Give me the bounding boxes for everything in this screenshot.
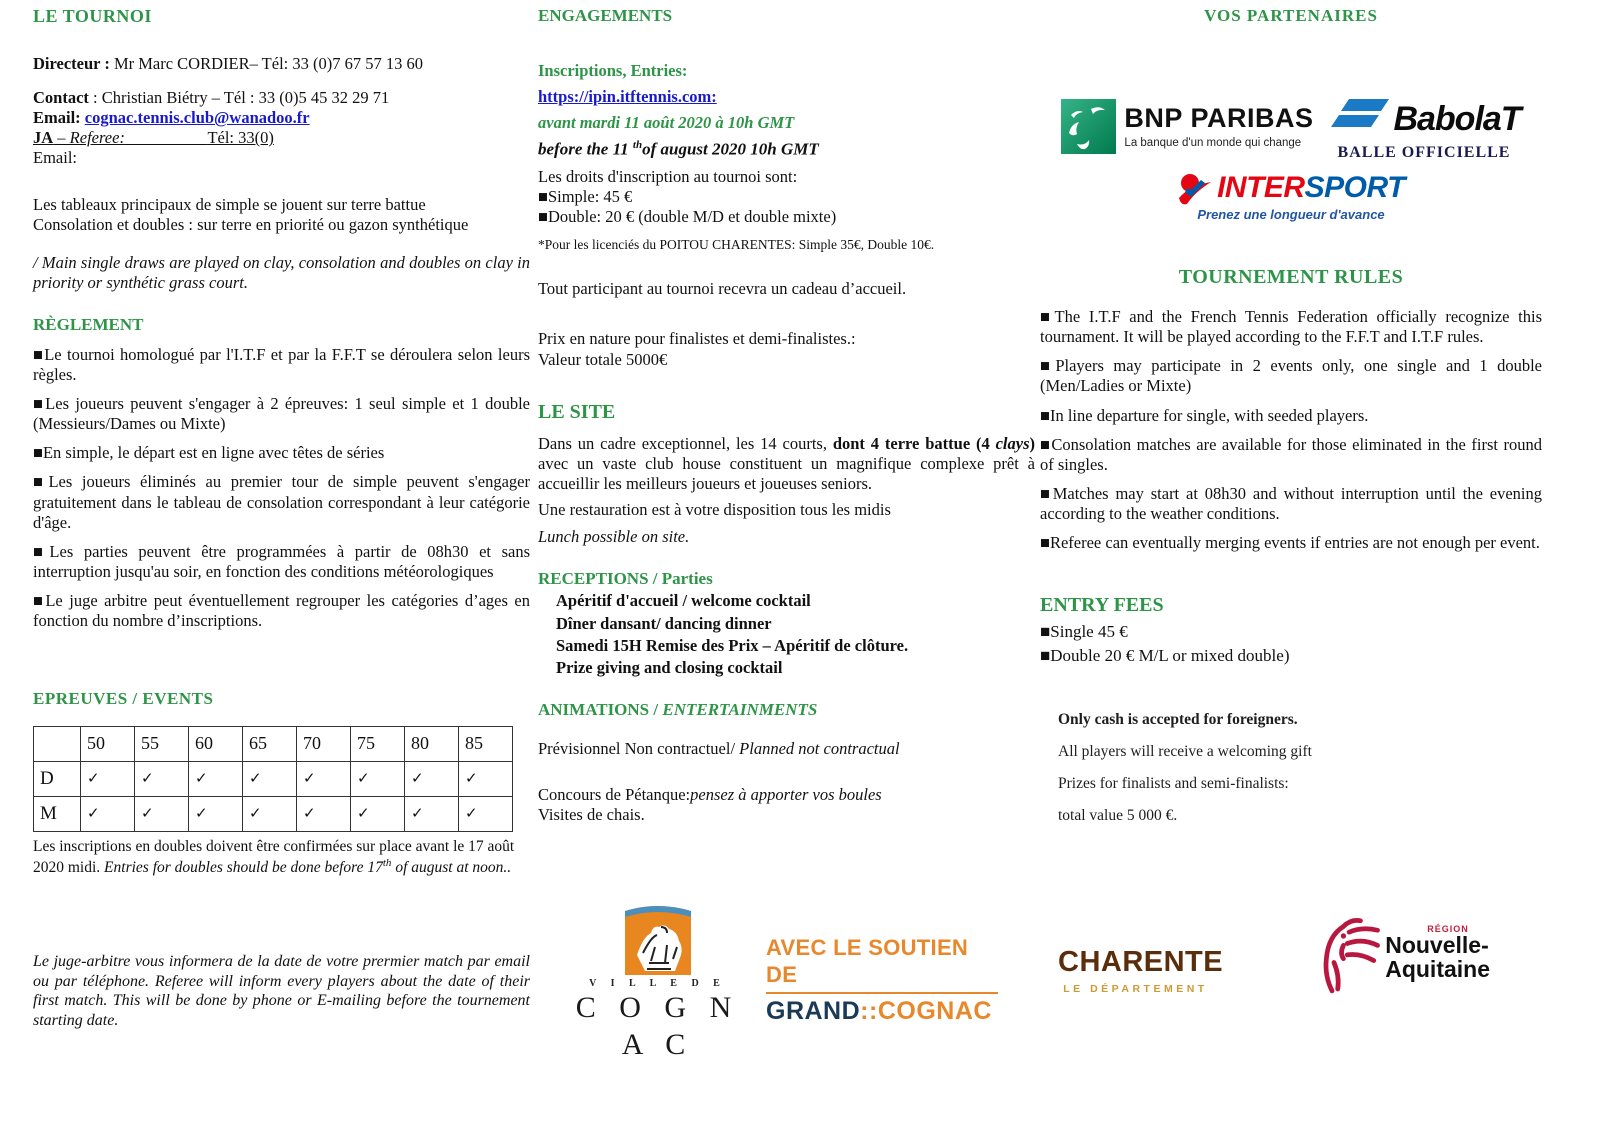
grand-cognac-logo [766,935,998,1026]
cognac-name: C O G N A C [575,991,740,1061]
section-title-rules: TOURNEMENT RULES [1178,265,1404,288]
cash-note-2: All players will receive a welcoming gift [1058,743,1312,761]
table-note-sup: th [382,856,392,869]
events-table-header-row [34,727,513,762]
receptions-item: Prize giving and closing cocktail [556,657,783,677]
check-cell: ✓ [351,797,405,832]
director-label: Directeur : [33,53,114,73]
rules-item: ■Referee can eventually merging events if entries are not enough per event. [1040,533,1540,553]
events-table-row-d [34,762,513,797]
fee-single: ■Simple: 45 € [538,186,633,206]
cash-notes [1058,711,1542,826]
fees-intro: Les droits d'inscription au tournoi sont: [538,166,798,186]
grand-cognac-cognac: COGNAC [877,996,992,1025]
entry-fee-single: ■Single 45 € [1040,621,1128,641]
intersport-tagline: Prenez une longueur d'avance [1197,206,1385,222]
gift-line: Tout participant au tournoi recevra un cadeau d’accueil. [538,279,907,299]
right-column [1040,6,1542,826]
na-name-line1: Nouvelle- [1385,932,1489,959]
check-cell: ✓ [81,797,135,832]
charente-departement-label: LE DÉPARTEMENT [1063,983,1208,996]
check-cell: ✓ [405,797,459,832]
visites-line: Visites de chais. [538,804,645,824]
site-restauration: Une restauration est à votre disposition tous les midis [538,500,891,520]
petanque-line [538,785,1035,805]
surface-fr-1: Les tableaux principaux de simple se jouent sur terre battue [33,194,426,214]
reglement-item: ■Les parties peuvent être programmées à partir de 08h30 et sans interruption jusqu'au soir, en fonction des conditions météorologiques [33,541,530,581]
email2-line: Email: [33,148,77,168]
events-header-cell: 65 [243,727,297,762]
ja-referee: – Referee: [53,128,125,148]
grand-cognac-support-line: AVEC LE SOUTIEN DE [766,935,969,987]
email-link[interactable]: cognac.tennis.club@wanadoo.fr [84,108,310,128]
events-header-cell: 70 [297,727,351,762]
planned-line [538,739,1035,759]
check-cell: ✓ [243,762,297,797]
rules-item: ■Players may participate in 2 events only, one single and 1 double (Men/Ladies or Mixte) [1040,356,1542,396]
events-header-cell: 50 [81,727,135,762]
nouvelle-aquitaine-text [1385,925,1490,981]
cognac-crest-icon [619,903,697,975]
section-title-entry-fees: ENTRY FEES [1040,594,1164,617]
check-cell: ✓ [189,797,243,832]
table-note-en: Entries for doubles should be done before 17 [104,859,383,877]
prizes-line-2: Valeur totale 5000€ [538,349,668,369]
receptions-item: Apéritif d'accueil / welcome cocktail [556,591,811,611]
cash-note-4: total value 5 000 €. [1058,806,1178,824]
director-line [33,54,530,74]
grand-cognac-grand: GRAND [766,996,861,1025]
entries-url-line [538,87,1035,107]
fee-note: *Pour les licenciés du POITOU CHARENTES: Simple 35€, Double 10€. [538,236,935,252]
petanque-fr: Concours de Pétanque: [538,784,691,804]
site-p1: Dans un cadre exceptionnel, les 14 courts, [538,434,833,454]
events-header-cell [34,727,81,762]
contact-line [33,88,530,108]
animations-title-fr: ANIMATIONS / [538,699,663,719]
nouvelle-aquitaine-logo [1315,905,1490,1001]
section-title-reglement: RÈGLEMENT [33,315,144,335]
ja-gap [125,128,208,147]
events-header-cell: 85 [459,727,513,762]
babolat-logo [1327,99,1520,163]
rules-item: ■Matches may start at 08h30 and without interruption until the evening according to the weather conditions. [1040,483,1542,524]
check-cell: ✓ [459,797,513,832]
section-title-animations [538,700,1035,721]
check-cell: ✓ [243,797,297,832]
table-note [33,838,530,878]
deadline-en-2: of august 2020 10h GMT [642,139,819,159]
events-table [33,726,513,832]
deadline-en [538,139,1035,160]
check-cell: ✓ [135,797,189,832]
site-p1-bold-2: ) [1029,434,1036,454]
charente-logo [1058,945,1224,996]
site-paragraph [538,434,1035,494]
check-cell: ✓ [297,797,351,832]
inscriptions-label: Inscriptions, Entries: [538,60,688,80]
check-cell: ✓ [459,762,513,797]
entry-fee-double: ■Double 20 € M/L or mixed double) [1040,646,1290,666]
babolat-name: BabolaT [1393,100,1521,138]
intersport-name [1217,170,1405,207]
row-label: M [34,797,81,832]
babolat-row [1327,99,1520,141]
ja-label: JA [33,128,54,148]
charente-name: CHARENTE [1058,946,1224,978]
petanque-en: pensez à apporter vos boules [690,784,882,804]
check-cell: ✓ [405,762,459,797]
bnp-tagline: La banque d'un monde qui change [1124,137,1302,150]
reglement-item: ■Les joueurs peuvent s'engager à 2 épreuves: 1 seul simple et 1 double (Messieurs/Dames ou Mixte) [33,394,530,434]
director-value: Mr Marc CORDIER– Tél: 33 (0)7 67 57 13 60 [113,53,423,73]
site-p1-rest: avec un vaste club house constituent un magnifique complexe prêt à accueillir les meilleurs joueurs et joueuses seniors. [538,454,1035,494]
middle-column [538,6,1035,825]
table-note-en-2: of august at noon.. [391,859,512,877]
section-title-receptions: RECEPTIONS / Parties [538,568,713,588]
email-line [33,108,530,128]
rules-item: ■The I.T.F and the French Tennis Federation officially recognize this tournament. It will be played according to the F.F.T and I.T.F rules. [1040,307,1542,347]
check-cell: ✓ [135,762,189,797]
events-table-row-m [34,797,513,832]
ja-tel: Tél: 33(0) [207,128,274,148]
cash-note-1: Only cash is accepted for foreigners. [1058,711,1298,729]
deadline-fr: avant mardi 11 août 2020 à 10h GMT [538,112,795,132]
check-cell: ✓ [351,762,405,797]
events-header-cell: 75 [351,727,405,762]
na-region-label: RÉGION [1427,923,1469,934]
intersport-row [1040,170,1542,207]
events-header-cell: 80 [405,727,459,762]
referee-line [33,128,530,148]
partner-logos-row [1040,99,1542,163]
site-p1-bold: dont 4 terre battue (4 [832,434,996,454]
surface-en: / Main single draws are played on clay, consolation and doubles on clay in priority or synthétic grass court. [33,252,530,292]
events-header-cell: 60 [189,727,243,762]
left-column [33,6,530,1030]
babolat-official-ball-label: BALLE OFFICIELLE [1337,143,1511,161]
site-lunch: Lunch possible on site. [538,526,690,546]
referee-underlined [33,128,274,147]
rules-item: ■In line departure for single, with seeded players. [1040,405,1369,425]
rules-item: ■Consolation matches are available for those eliminated in the first round of singles. [1040,434,1542,474]
intersport-swoosh-icon [1177,172,1213,206]
site-p1-bold-italic: clays [995,434,1030,454]
section-title-le-tournoi: LE TOURNOI [33,6,152,26]
events-header-cell: 55 [135,727,189,762]
bnp-paribas-logo [1061,99,1313,154]
planned-en: Planned not contractual [739,738,900,758]
section-title-engagements: ENGAGEMENTS [538,6,673,25]
fee-double: ■Double: 20 € (double M/D et double mixte) [538,206,837,226]
ville-de-cognac-logo [565,903,750,1063]
cognac-ville-de-label: V I L L E D E [589,978,726,989]
reglement-item: ■En simple, le départ est en ligne avec têtes de séries [33,443,385,463]
planned-fr: Prévisionnel Non contractuel/ [538,738,740,758]
grand-cognac-name [766,996,998,1027]
surface-fr-2: Consolation et doubles : sur terre en priorité ou gazon synthétique [33,214,469,234]
receptions-list [556,591,1035,678]
lion-icon [1315,905,1383,1001]
animations-title-en: ENTERTAINMENTS [662,699,818,719]
section-title-partenaires: VOS PARTENAIRES [1204,6,1378,25]
contact-label: Contact [33,88,89,108]
bnp-name: BNP PARIBAS [1124,103,1314,134]
referee-note: Le juge-arbitre vous informera de la date de votre prermier match par email ou par téléphone. Referee will inform every players about the date of their first match. This will be done by phone or E-mailing before the tournement starting date. [33,953,530,1029]
table-note-fr: Les inscriptions en doubles doivent être confirmées sur place avant le 17 août 2020 midi. [33,838,515,877]
reglement-item: ■Le tournoi homologué par l'I.T.F et par la F.F.T se déroulera selon leurs règles. [33,344,530,384]
babolat-flag-icon [1327,99,1389,141]
deadline-en-sup: th [632,139,643,152]
intersport-logo [1040,170,1542,222]
intersport-sport: SPORT [1304,171,1405,205]
bnp-text [1124,102,1313,150]
check-cell: ✓ [189,762,243,797]
email-label: Email: [33,108,85,128]
intersport-inter: INTER [1217,171,1305,205]
deadline-en-1: before the 11 [538,139,633,159]
grand-cognac-colon: :: [860,996,878,1025]
rules-list [1040,307,1542,553]
check-cell: ✓ [297,762,351,797]
contact-value: : Christian Biétry – Tél : 33 (0)5 45 32 29 71 [88,88,390,108]
section-title-le-site: LE SITE [538,400,616,423]
check-cell: ✓ [81,762,135,797]
grand-cognac-rule [766,992,998,994]
row-label: D [34,762,81,797]
receptions-item: Dîner dansant/ dancing dinner [556,613,772,633]
entries-url[interactable]: https://ipin.itftennis.com: [538,86,717,106]
prizes-line-1: Prix en nature pour finalistes et demi-finalistes.: [538,329,856,349]
bnp-square-icon [1061,99,1116,154]
section-title-epreuves: EPREUVES / EVENTS [33,689,214,709]
na-name-line2: Aquitaine [1385,955,1490,982]
receptions-item: Samedi 15H Remise des Prix – Apéritif de clôture. [556,635,909,655]
reglement-item: ■Les joueurs éliminés au premier tour de simple peuvent s'engager gratuitement dans le tableau de consolation correspondant à leur catégorie d'âge. [33,472,530,532]
cash-note-3: Prizes for finalists and semi-finalists: [1058,775,1289,793]
reglement-item: ■Le juge arbitre peut éventuellement regrouper les catégories d’ages en fonction du nombre d’inscriptions. [33,591,530,631]
